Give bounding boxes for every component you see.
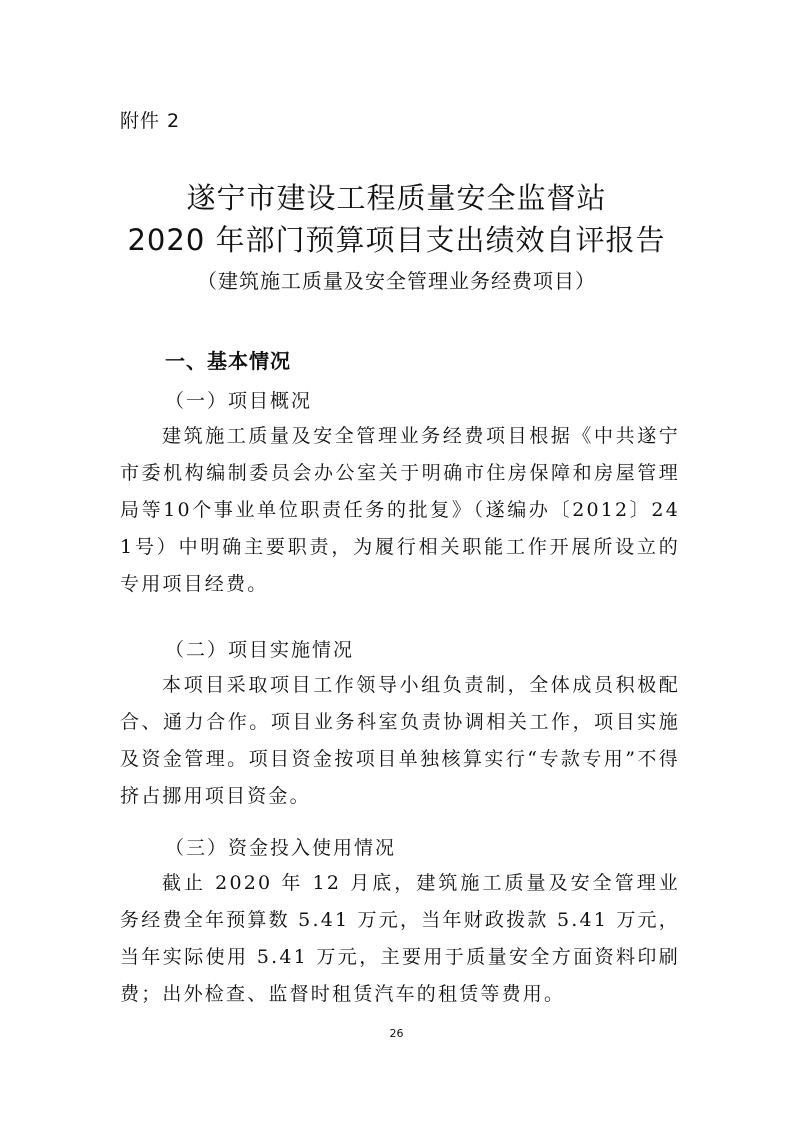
document-title-line-1: 遂宁市建设工程质量安全监督站 [186,181,607,215]
document-title-line-2: 2020 年部门预算项目支出绩效自评报告 [127,223,666,257]
subsection-heading-implementation: （二）项目实施情况 [165,639,355,661]
document-subtitle: （建筑施工质量及安全管理业务经费项目） [197,269,596,293]
paragraph-funding: 截止 2020 年 12 月底，建筑施工质量及安全管理业务经费全年预算数 5.41 万元，当年财政拨款 5.41 万元，当年实际使用 5.41 万元，主要用于质量安全方面资料印刷费；出外检查、监督时租赁汽车的租赁等费用。 [120,872,680,1005]
paragraph-project-overview: 建筑施工质量及安全管理业务经费项目根据《中共遂宁市委机构编制委员会办公室关于明确市住房保障和房屋管理局等10个事业单位职责任务的批复》（遂编办〔2012〕241号）中明确主要职责，为履行相关职能工作开展所设立的专用项目经费。 [120,425,680,595]
section-heading-basic-info: 一、基本情况 [165,349,291,373]
page-number: 26 [389,1027,404,1040]
subsection-heading-project-overview: （一）项目概况 [165,390,313,412]
paragraph-implementation: 本项目采取项目工作领导小组负责制，全体成员积极配合、通力合作。项目业务科室负责协调相关工作，项目实施及资金管理。项目资金按项目单独核算实行“专款专用”不得挤占挪用项目资金。 [120,674,680,807]
attachment-label: 附件 2 [120,110,181,132]
subsection-heading-funding: （三）资金投入使用情况 [165,837,397,859]
